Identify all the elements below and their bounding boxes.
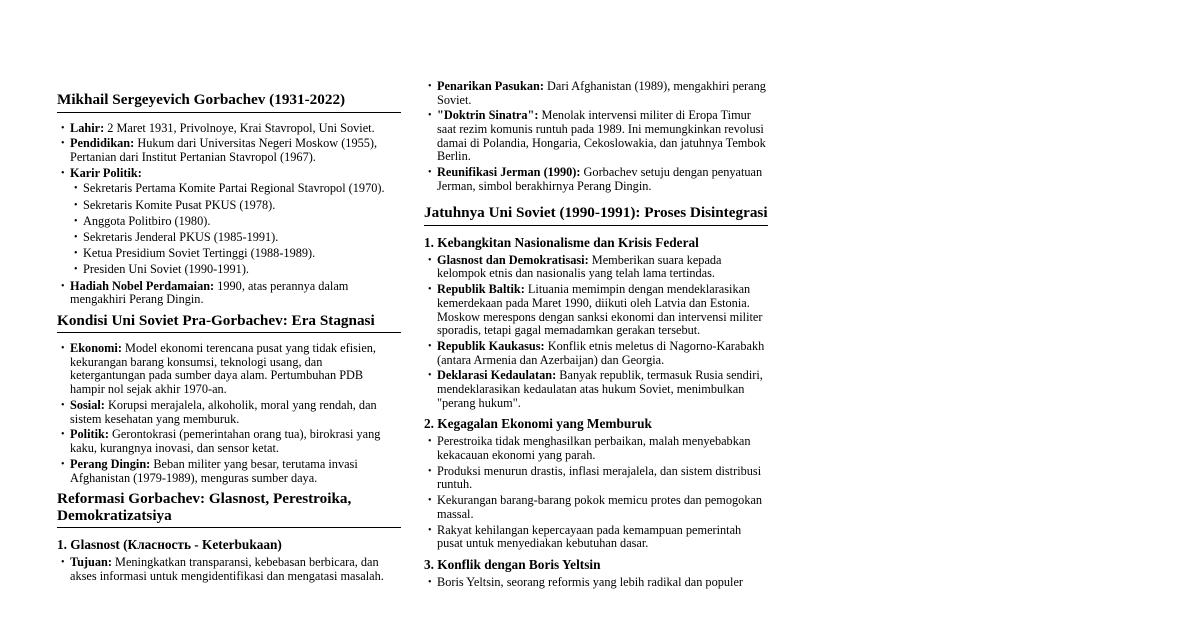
list-item xyxy=(424,283,768,337)
list-item: • Kekurangan barang-barang pokok memicu protes dan pemogokan massal. xyxy=(424,494,768,521)
list-item xyxy=(424,254,768,281)
item-label: Hadiah Nobel Perdamaian: xyxy=(70,278,215,293)
list-item xyxy=(57,167,401,277)
bio-list xyxy=(57,122,401,307)
career-item: • Sekretaris Jenderal PKUS (1985-1991). xyxy=(70,231,401,245)
item-label: Reunifikasi Jerman (1990): xyxy=(437,165,581,180)
item-label: Ekonomi: xyxy=(70,341,122,356)
career-item: • Sekretaris Komite Pusat PKUS (1978). xyxy=(70,199,401,213)
item-text: Konflik etnis meletus di Nagorno-Karabakh (antara Armenia dan Azerbaijan) dan Georgia. xyxy=(437,339,765,367)
item-text: Dari Afghanistan (1989), mengakhiri perang Soviet. xyxy=(437,79,766,107)
glasnost-list xyxy=(57,556,401,583)
list-item xyxy=(424,369,768,410)
item-text: Hukum dari Universitas Negeri Moskow (1955), Pertanian dari Institut Pertanian Stavropol (1967). xyxy=(70,136,378,164)
nationalism-list xyxy=(424,254,768,410)
list-item: • Boris Yeltsin, seorang reformis yang lebih radikal dan populer xyxy=(424,576,768,590)
item-label: Pendidikan: xyxy=(70,136,135,151)
list-item: • Rakyat kehilangan kepercayaan pada kemampuan pemerintah pusat untuk menyediakan kebutuhan dasar. xyxy=(424,524,768,551)
list-item xyxy=(57,399,401,426)
list-item xyxy=(57,122,401,136)
item-text: Model ekonomi terencana pusat yang tidak efisien, kekurangan barang konsumsi, teknologi usang, dan ketergantungan pada sumber daya alam. Pertumbuhan PDB hampir nol sejak akhir 1970-an. xyxy=(70,341,376,397)
item-text: Gerontokrasi (pemerintahan orang tua), birokrasi yang kaku, kurangnya inovasi, dan sensor ketat. xyxy=(70,427,381,456)
left-column xyxy=(57,92,401,589)
subsection-title-glasnost: 1. Glasnost (Класность - Keterbukaan) xyxy=(57,537,282,553)
item-label: Republik Kaukasus: xyxy=(437,339,545,353)
list-item xyxy=(57,556,401,583)
right-column xyxy=(424,80,768,596)
section-title-collapse: Jatuhnya Uni Soviet (1990-1991): Proses Disintegrasi xyxy=(424,205,768,226)
item-label: Politik: xyxy=(70,427,109,442)
item-text: Gorbachev setuju dengan penyatuan Jerman, simbol berakhirnya Perang Dingin. xyxy=(437,165,763,193)
item-text: Menolak intervensi militer di Eropa Timur saat rezim komunis runtuh pada 1989. Ini memungkinkan revolusi damai di Polandia, Hongaria, Cekoslowakia, dan jatuhnya Tembok Berlin. xyxy=(437,108,766,164)
item-text: 1990, atas perannya dalam mengakhiri Perang Dingin. xyxy=(70,278,349,307)
list-item xyxy=(57,342,401,396)
career-item: • Anggota Politbiro (1980). xyxy=(70,215,401,229)
career-list xyxy=(70,182,401,277)
list-item xyxy=(424,109,768,163)
item-text: Korupsi merajalela, alkoholik, moral yang rendah, dan sistem kesehatan yang memburuk. xyxy=(70,397,377,426)
item-label: Perang Dingin: xyxy=(70,456,151,471)
item-label: Lahir: xyxy=(70,120,105,135)
item-label: Deklarasi Kedaulatan: xyxy=(437,368,557,383)
item-label: Karir Politik: xyxy=(70,165,142,180)
list-item: • Perestroika tidak menghasilkan perbaikan, malah menyebabkan kekacauan ekonomi yang parah. xyxy=(424,435,768,462)
subsection-title-yeltsin: 3. Konflik dengan Boris Yeltsin xyxy=(424,556,601,572)
item-label: Sosial: xyxy=(70,397,105,412)
subsection-title-nationalism: 1. Kebangkitan Nasionalisme dan Krisis Federal xyxy=(424,234,699,250)
career-item: • Sekretaris Pertama Komite Partai Regional Stavropol (1970). xyxy=(70,182,401,196)
career-item: • Ketua Presidium Soviet Tertinggi (1988-1989). xyxy=(70,247,401,261)
item-text: Lituania memimpin dengan mendeklarasikan kemerdekaan pada Maret 1990, diikuti oleh Latvia dan Estonia. Moskow merespons dengan sanksi ekonomi dan intervensi militer sporadis, tetapi gagal memadamkan gerakan tersebut. xyxy=(437,282,763,338)
item-text: Meningkatkan transparansi, kebebasan berbicara, dan akses informasi untuk mengidentifikasi dan mengatasi masalah. xyxy=(70,555,384,583)
item-label: Penarikan Pasukan: xyxy=(437,79,544,93)
list-item xyxy=(424,166,768,193)
foreign-policy-list xyxy=(424,80,768,193)
item-label: Republik Baltik: xyxy=(437,282,525,297)
list-item xyxy=(57,428,401,455)
section-title-stagnation: Kondisi Uni Soviet Pra-Gorbachev: Era Stagnasi xyxy=(57,313,401,334)
section-title-gorbachev: Mikhail Sergeyevich Gorbachev (1931-2022) xyxy=(57,92,401,113)
stagnation-list xyxy=(57,342,401,485)
career-item: • Presiden Uni Soviet (1990-1991). xyxy=(70,263,401,277)
yeltsin-list xyxy=(424,576,768,590)
item-text: Banyak republik, termasuk Rusia sendiri, mendeklarasikan kedaulatan atas hukum Soviet, menimbulkan "perang hukum". xyxy=(437,368,763,410)
list-item xyxy=(57,280,401,307)
item-text: Memberikan suara kepada kelompok etnis dan nasionalis yang telah lama tertindas. xyxy=(437,252,722,281)
subsection-title-economy: 2. Kegagalan Ekonomi yang Memburuk xyxy=(424,416,652,432)
economy-list xyxy=(424,435,768,551)
item-label: "Doktrin Sinatra": xyxy=(437,108,539,123)
section-title-reforms: Reformasi Gorbachev: Glasnost, Perestroika, Demokratizatsiya xyxy=(57,491,401,528)
list-item: • Produksi menurun drastis, inflasi merajalela, dan sistem distribusi runtuh. xyxy=(424,465,768,492)
list-item xyxy=(424,340,768,367)
list-item xyxy=(57,137,401,164)
item-text: Beban militer yang besar, terutama invasi Afghanistan (1979-1989), menguras sumber daya. xyxy=(70,456,358,485)
list-item xyxy=(57,458,401,485)
item-label: Glasnost dan Demokratisasi: xyxy=(437,252,589,267)
item-label: Tujuan: xyxy=(70,555,112,570)
item-text: 2 Maret 1931, Privolnoye, Krai Stavropol, Uni Soviet. xyxy=(107,120,375,135)
list-item xyxy=(424,80,768,107)
